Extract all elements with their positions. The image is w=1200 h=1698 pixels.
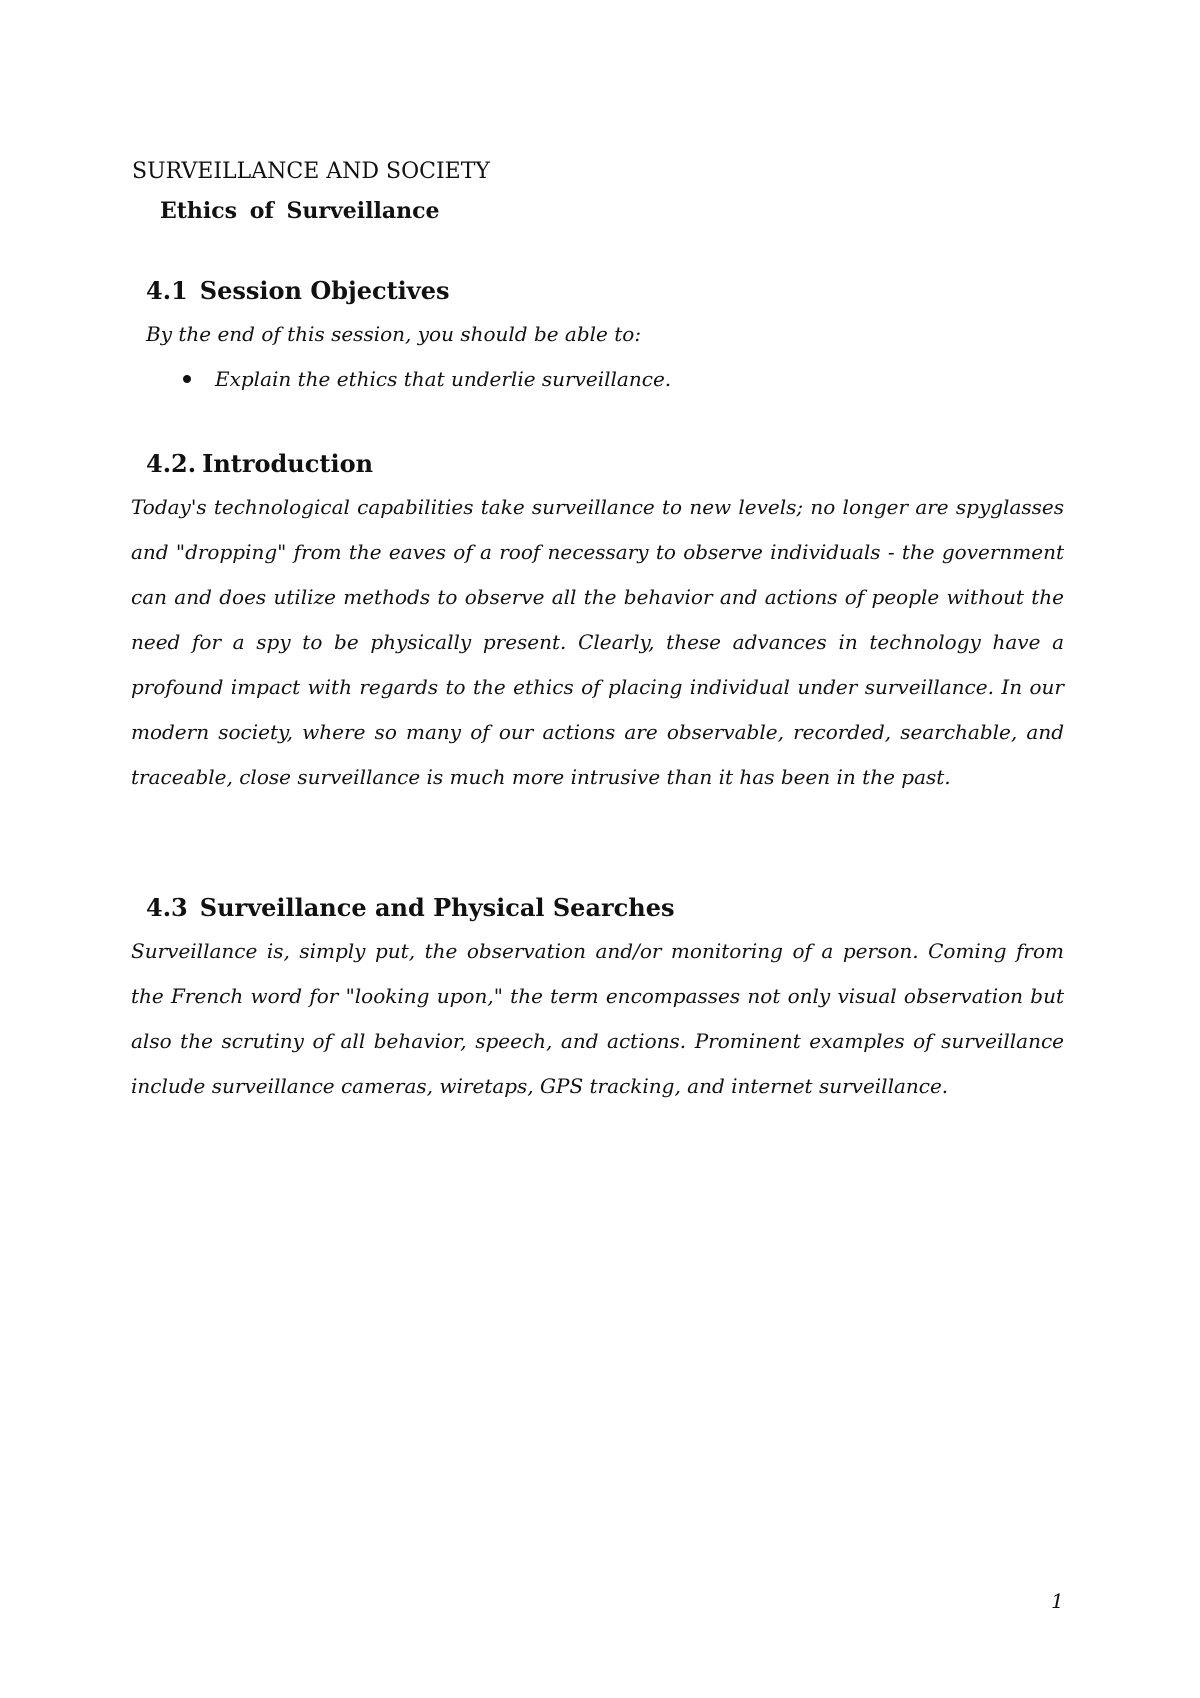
objective-text: Explain the ethics that underlie surveillance. <box>215 367 672 391</box>
section-number: 4.2. <box>146 449 197 478</box>
objectives-intro: By the end of this session, you should be able to: <box>146 322 642 346</box>
page-number: 1 <box>1051 1589 1064 1613</box>
section-heading-introduction <box>146 448 373 480</box>
section-heading-objectives <box>146 275 450 307</box>
objective-bullet-item <box>183 365 671 393</box>
surveillance-searches-paragraph: Surveillance is, simply put, the observation and/or monitoring of a person. Coming from the French word for "looking upon," the term encompasses not only visual observation but also the scrutiny of all behavior, speech, and actions. Prominent examples of surveillance include surveillance cameras, wiretaps, GPS tracking, and internet surveillance. <box>131 939 1064 1098</box>
section-number: 4.3 <box>146 893 188 922</box>
bullet-icon <box>183 375 191 383</box>
section-title: Surveillance and Physical Searches <box>199 893 675 922</box>
document-title: SURVEILLANCE AND SOCIETY <box>132 159 490 184</box>
section-title: Introduction <box>202 449 374 478</box>
document-subtitle: Ethics of Surveillance <box>160 198 440 224</box>
introduction-paragraph: Today's technological capabilities take surveillance to new levels; no longer are spyglasses and "dropping" from the eaves of a roof necessary to observe individuals - the government can and does utilize methods to observe all the behavior and actions of people without the need for a spy to be physically present. Clearly, these advances in technology have a profound impact with regards to the ethics of placing individual under surveillance. In our modern society, where so many of our actions are observable, recorded, searchable, and traceable, close surveillance is much more intrusive than it has been in the past. <box>131 495 1064 789</box>
section-title: Session Objectives <box>199 276 450 305</box>
section-number: 4.1 <box>146 276 188 305</box>
section-heading-surveillance-searches <box>146 892 674 924</box>
